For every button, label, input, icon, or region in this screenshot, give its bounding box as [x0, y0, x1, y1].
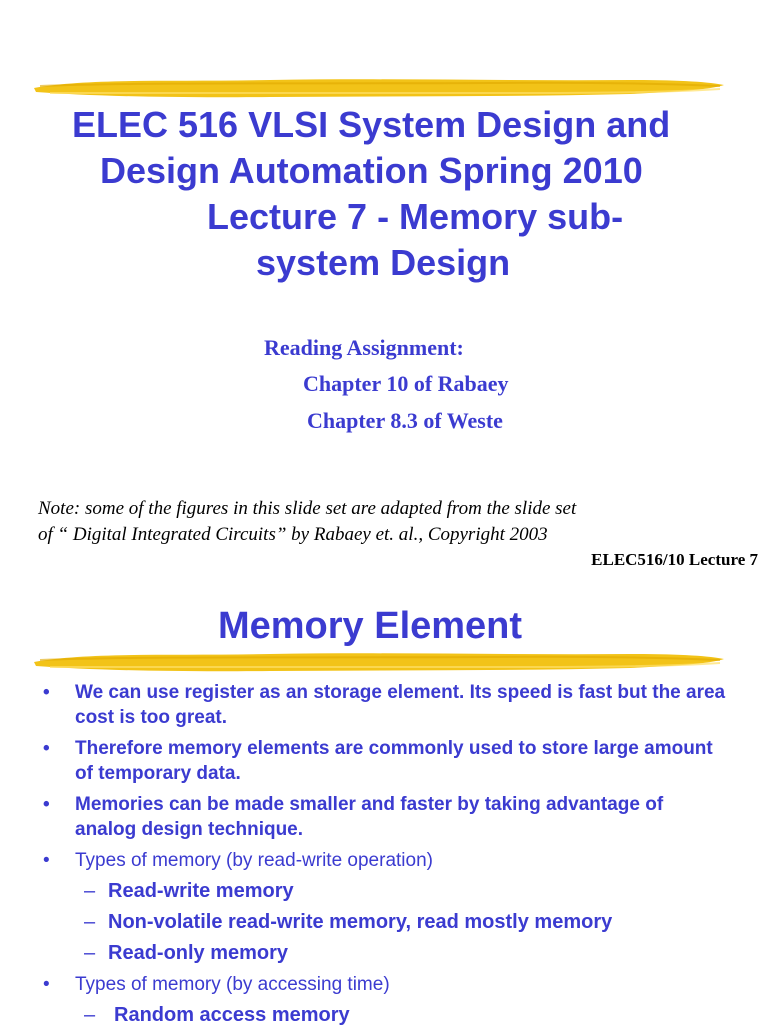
reading-heading: Reading Assignment:	[264, 335, 464, 360]
note-line-2: of “ Digital Integrated Circuits” by Rabaey et. al., Copyright 2003	[38, 524, 548, 545]
sub-bullet-item: – Read-write memory	[0, 879, 768, 904]
title-line-1: ELEC 516 VLSI System Design and	[72, 104, 671, 145]
memory-element-slide	[0, 580, 768, 1024]
yellow-brush-stroke	[30, 646, 726, 676]
bullet-item: • Memories can be made smaller and faster by taking advantage of analog design technique.	[0, 792, 768, 842]
bullet-list	[0, 680, 768, 1034]
footer-label: ELEC516/10 Lecture 7	[591, 550, 758, 569]
title-line-3: Lecture 7 - Memory sub-	[207, 196, 624, 237]
bullet-item: • We can use register as an storage element. Its speed is fast but the area cost is too great.	[0, 680, 768, 730]
note-line-1: Note: some of the figures in this slide set are adapted from the slide set	[38, 498, 577, 519]
reading-item: Chapter 10 of Rabaey	[303, 371, 509, 396]
title-line-2: Design Automation Spring 2010	[100, 150, 643, 191]
bullet-item: • Types of memory (by read-write operation)	[0, 848, 768, 873]
reading-item: Chapter 8.3 of Weste	[307, 408, 503, 433]
bullet-item: • Types of memory (by accessing time)	[0, 972, 768, 997]
title-line-4: system Design	[256, 242, 511, 283]
sub-bullet-item: – Read-only memory	[0, 941, 768, 966]
sub-bullet-item: – Non-volatile read-write memory, read mostly memory	[0, 910, 768, 935]
sub-bullet-item: – Random access memory	[0, 1003, 768, 1028]
yellow-brush-stroke	[30, 72, 726, 102]
bullet-item: • Therefore memory elements are commonly used to store large amount of temporary data.	[0, 736, 768, 786]
slide-title: Memory Element	[217, 605, 523, 647]
